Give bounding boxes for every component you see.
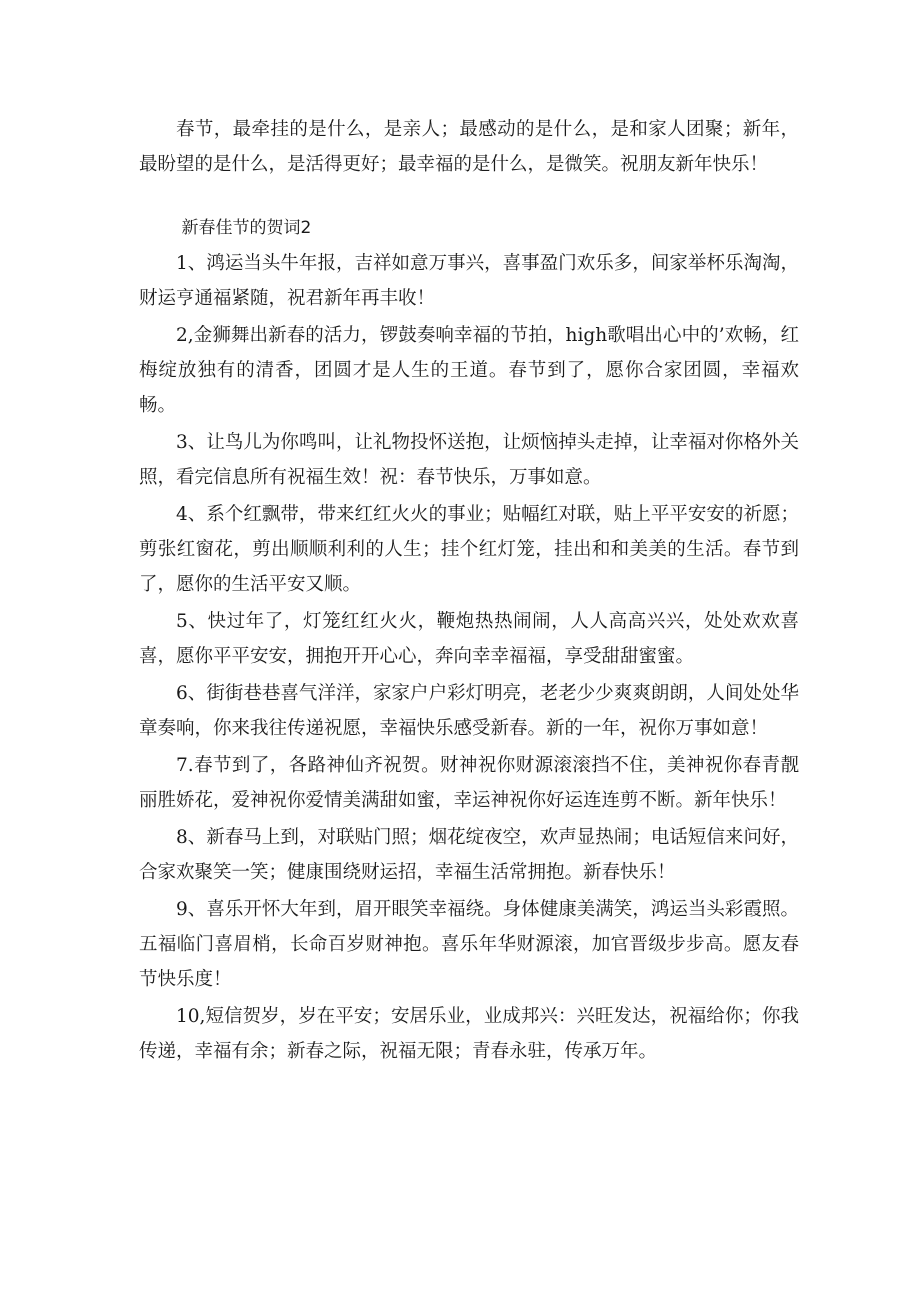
greeting-item-10: 10,短信贺岁，岁在平安；安居乐业，业成邦兴：兴旺发达，祝福给你；你我传递，幸福有余；新春之际，祝福无限；青春永驻，传承万年。 [139, 1006, 799, 1062]
intro-paragraph: 春节，最牵挂的是什么，是亲人；最感动的是什么，是和家人团聚；新年，最盼望的是什么，是活得更好；最幸福的是什么，是微笑。祝朋友新年快乐！ [139, 119, 799, 175]
greeting-item-6: 6、街街巷巷喜气洋洋，家家户户彩灯明亮，老老少少爽爽朗朗，人间处处华章奏响，你来我往传递祝愿，幸福快乐感受新春。新的一年，祝你万事如意！ [139, 683, 799, 739]
document-page [139, 112, 799, 1071]
greeting-item-4: 4、系个红飘带，带来红红火火的事业；贴幅红对联，贴上平平安安的祈愿；剪张红窗花，剪出顺顺利利的人生；挂个红灯笼，挂出和和美美的生活。春节到了，愿你的生活平安又顺。 [139, 504, 799, 595]
greeting-item-7: 7.春节到了，各路神仙齐祝贺。财神祝你财源滚滚挡不住，美神祝你春青靓丽胜娇花，爱神祝你爱情美满甜如蜜，幸运神祝你好运连连剪不断。新年快乐！ [139, 755, 799, 811]
greeting-item-2: 2,金狮舞出新春的活力，锣鼓奏响幸福的节拍，high歌唱出心中的’欢畅，红梅绽放独有的清香，团圆才是人生的王道。春节到了，愿你合家团圆，幸福欢畅。 [139, 325, 799, 416]
section-heading: 新春佳节的贺词2 [181, 218, 312, 238]
greeting-item-5: 5、快过年了，灯笼红红火火，鞭炮热热闹闹，人人高高兴兴，处处欢欢喜喜，愿你平平安安，拥抱开开心心，奔向幸幸福福，享受甜甜蜜蜜。 [139, 611, 799, 667]
greeting-item-8: 8、新春马上到，对联贴门照；烟花绽夜空，欢声显热闹；电话短信来问好，合家欢聚笑一笑；健康围绕财运招，幸福生活常拥抱。新春快乐！ [139, 827, 799, 883]
greeting-item-3: 3、让鸟儿为你鸣叫，让礼物投怀送抱，让烦恼掉头走掉，让幸福对你格外关照，看完信息所有祝福生效！祝：春节快乐，万事如意。 [139, 432, 799, 488]
greeting-item-1: 1、鸿运当头牛年报，吉祥如意万事兴，喜事盈门欢乐多，间家举杯乐淘淘，财运亨通福紧随，祝君新年再丰收！ [139, 253, 799, 309]
greeting-item-9: 9、喜乐开怀大年到，眉开眼笑幸福绕。身体健康美满笑，鸿运当头彩霞照。五福临门喜眉梢，长命百岁财神抱。喜乐年华财源滚，加官晋级步步高。愿友春节快乐度！ [139, 899, 799, 990]
